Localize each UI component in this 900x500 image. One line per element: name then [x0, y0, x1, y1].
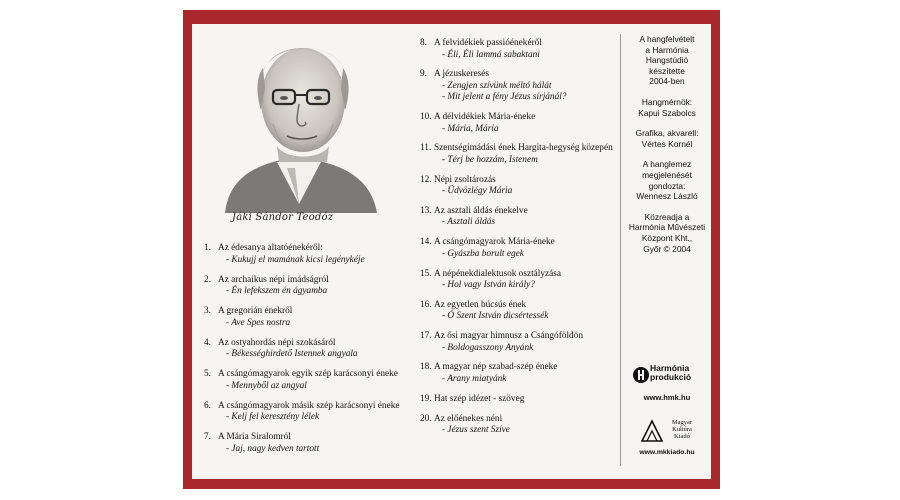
publisher-credit [624, 212, 710, 254]
track-number: 7. [204, 432, 211, 442]
track-item [420, 414, 620, 437]
track-subtitle: - Békességhirdető Istennek angyala [226, 349, 358, 359]
track-title: Az asztali áldás énekelve [434, 205, 528, 216]
track-title: A magyar nép szabad-szép éneke [434, 362, 558, 373]
track-subtitle: - Boldogasszony Anyánk [442, 342, 534, 353]
credit-line: Kapui Szabolcs [638, 107, 696, 118]
track-number: 11. [420, 143, 432, 154]
track-title: A felvidékiek passióénekéről [434, 38, 542, 48]
track-number: 3. [204, 306, 211, 316]
track-number: 20. [420, 413, 432, 424]
harmonia-logo-text [650, 364, 691, 382]
track-item [204, 306, 414, 329]
credit-line: Harmónia Művészeti [628, 222, 706, 233]
track-title: A délvidékiek Mária-éneke [434, 112, 536, 123]
credit-line: A hangfelvételt [639, 34, 695, 44]
engineer-credit [624, 97, 710, 118]
track-number: 8. [420, 38, 427, 48]
editor-credit [624, 159, 710, 201]
track-number: 4. [204, 337, 211, 348]
track-subtitle: - Gyászba borult egek [442, 248, 524, 259]
track-number: 1. [204, 243, 211, 253]
track-item [204, 338, 414, 361]
track-title: A népénekdialektusok osztályzása [434, 268, 562, 279]
track-list-right [420, 38, 620, 445]
track-subtitle: - Arany miatyánk [442, 373, 507, 384]
credit-line: Wennesz László [636, 191, 698, 202]
track-number: 12. [420, 174, 432, 185]
credit-line: a Harmónia [645, 44, 689, 55]
track-title: A gregorián énekről [218, 306, 293, 316]
track-subtitle: - Kukujj el mamának kicsi legénykéje [226, 254, 365, 265]
track-number: 10. [420, 112, 432, 123]
signature: Jáki Sándor Teodóz [232, 212, 334, 223]
portrait-illustration [215, 28, 383, 213]
credit-line: készítette [649, 65, 685, 76]
track-number: 18. [420, 362, 432, 373]
track-number: 14. [420, 237, 432, 248]
column-divider [620, 34, 621, 466]
track-item [420, 112, 620, 135]
track-subtitle: - Én lefekszem én ágyamba [226, 286, 328, 296]
track-subtitle: - Kelj fel keresztény lélek [226, 412, 320, 422]
track-item [420, 175, 620, 198]
track-title: Az archaikus népi imádságról [218, 274, 329, 285]
recording-credit [624, 34, 710, 87]
track-item [420, 206, 620, 229]
credit-line: Közreadja a [644, 211, 690, 222]
credit-line: A hanglemez [642, 159, 692, 170]
credit-line: Győr © 2004 [643, 243, 691, 254]
track-subtitle: - Hol vagy István király? [442, 280, 535, 291]
track-item [420, 331, 620, 354]
track-number: 6. [204, 400, 211, 411]
track-subtitle: - Ave Spes nostra [226, 317, 291, 328]
track-title: A csángómagyarok egyik szép karácsonyi éneke [218, 369, 398, 379]
track-number: 2. [204, 274, 211, 285]
track-item [204, 275, 414, 298]
track-item [420, 394, 620, 406]
track-subtitle: - Zengjen szívünk méltó hálát [442, 80, 552, 91]
track-title: Az előénekes néni [434, 413, 503, 424]
logo-line: Kultúra [672, 426, 692, 434]
track-title: A Mária Siralomról [218, 432, 291, 442]
track-subtitle: - Ó Szent István dicsértessék [442, 311, 549, 322]
track-number: 16. [420, 299, 432, 310]
track-item [420, 362, 620, 385]
track-subtitle: - Térj be hozzám, Istenem [442, 154, 538, 165]
track-item [420, 300, 620, 323]
track-number: 13. [420, 205, 432, 216]
track-subtitle: - Mennyből az angyal [226, 380, 307, 391]
track-item [420, 269, 620, 292]
mk-kiado-url: www.mkkiado.hu [639, 449, 695, 456]
track-title: A csángómagyarok másik szép karácsonyi éneke [218, 400, 400, 411]
track-title: Az egyetlen búcsús ének [434, 299, 527, 310]
credits-column [624, 34, 710, 264]
track-number: 5. [204, 369, 211, 379]
track-title: Az édesanya altatóénekéről: [218, 243, 323, 253]
credit-line: Központ Kht., [641, 232, 693, 243]
track-subtitle: - Jaj, nagy kedven tartott [226, 443, 320, 454]
graphics-credit [624, 128, 710, 149]
credit-line: gondozta: [648, 180, 686, 191]
track-item [204, 369, 414, 392]
track-subtitle: - Mária, Mária [442, 123, 499, 134]
track-item [204, 243, 414, 266]
credit-line: 2004-ben [649, 76, 685, 87]
credit-line: Hangstúdió [645, 55, 689, 66]
track-number: 19. [420, 393, 432, 404]
track-subtitle: - Üdvözlégy Mária [442, 186, 513, 197]
track-title: Az ostyahordás népi szokásáról [218, 337, 336, 348]
mk-kiado-logo-text [667, 419, 697, 441]
logo-line: produkció [650, 372, 692, 382]
track-number: 17. [420, 331, 432, 342]
track-number: 9. [420, 69, 427, 80]
track-title: A csángómagyarok Mária-éneke [434, 237, 555, 248]
track-item [204, 432, 414, 455]
track-title: Szentségimádási ének Hargita-hegység közepén [434, 143, 613, 154]
track-subtitle: - Asztali áldás [442, 217, 496, 228]
track-title: Hat szép idézet - szöveg [434, 393, 525, 404]
track-subtitle: - Jézus szent Szíve [442, 425, 510, 436]
logo-line: Magyar [671, 419, 693, 426]
credit-line: Vértes Kornél [641, 138, 693, 149]
track-item [420, 237, 620, 260]
track-item [420, 69, 620, 104]
track-item [420, 143, 620, 166]
track-item [420, 38, 620, 61]
credit-line: Hangmérnök: [641, 96, 693, 107]
track-list-left [204, 243, 414, 464]
track-item [204, 401, 414, 424]
logo-line: Kiadó [674, 433, 690, 441]
track-title: Népi zsoltározás [434, 174, 496, 185]
logo-line: Harmónia [650, 363, 690, 373]
credit-line: Grafika, akvarell: [635, 128, 699, 139]
track-number: 15. [420, 268, 432, 279]
track-subtitle: - Mit jelent a fény Jézus sírjánál? [442, 92, 567, 103]
track-subtitle: - Éli, Éli lammá sabaktani [442, 49, 540, 60]
track-title: Az ősi magyar himnusz a Csángóföldön [434, 331, 583, 342]
hmk-url: www.hmk.hu [643, 393, 691, 402]
track-title: A jézuskeresés [434, 69, 489, 80]
credit-line: megjelenését [642, 169, 692, 180]
